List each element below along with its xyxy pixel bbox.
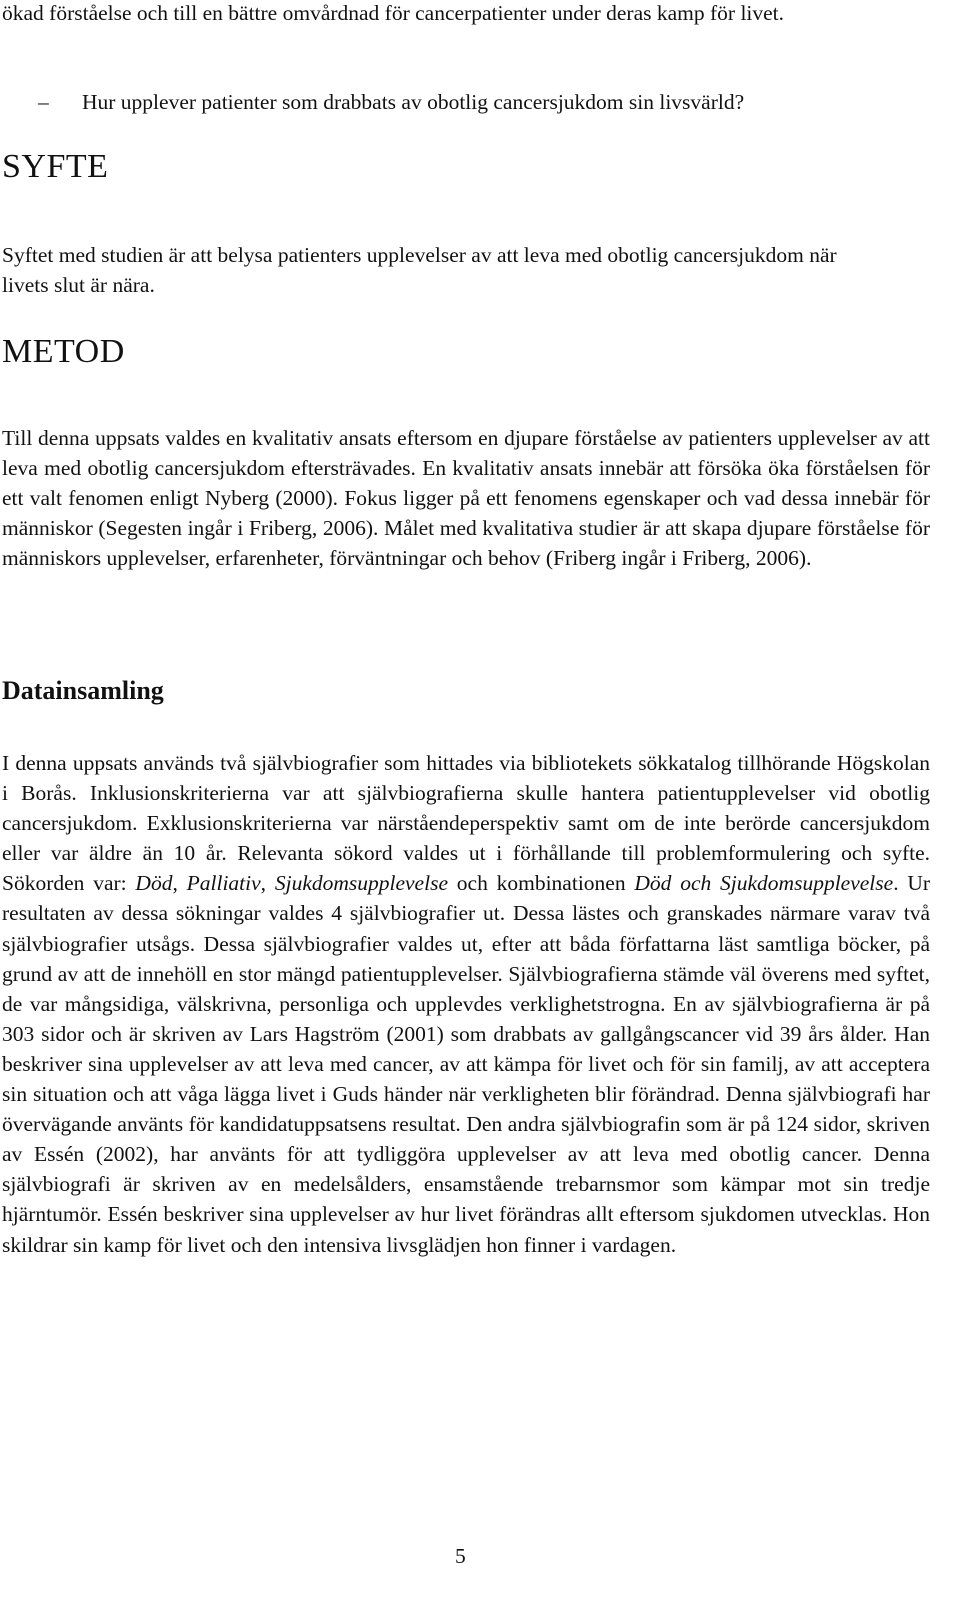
search-term-dod: Död [135, 871, 173, 896]
metod-paragraph: Till denna uppsats valdes en kvalitativ ansats eftersom en djupare förståelse av patienters upplevelser av att leva med obotlig cancersjukdom eftersträvades. En kvalitativ ansats innebär att försöka öka förståelsen för ett valt fenomen enligt Nyberg (2000). Fokus ligger på ett fenomens egenskaper och vad dessa innebär för människor (Segesten ingår i Friberg, 2006). Målet med kvalitativa studier är att skapa djupare förståelse för människors upplevelser, erfarenheter, förväntningar och behov (Friberg ingår i Friberg, 2006). [2, 426, 930, 571]
heading-datainsamling: Datainsamling [2, 676, 164, 705]
separator: och kombinationen [448, 871, 635, 896]
heading-metod: METOD [2, 333, 125, 370]
separator: , [172, 871, 187, 896]
search-term-combination: Död och Sjukdomsupplevelse [634, 871, 894, 896]
heading-syfte: SYFTE [2, 148, 109, 185]
datainsamling-text-part2: . Ur resultaten av dessa sökningar valdes 4 självbiografier ut. Dessa lästes och granskades närmare varav två självbiografier utsågs. Dessa självbiografier valdes ut, efter att båda författarna läst samtliga böcker, på grund av att de innehöll en stor mängd patientupplevelser. Självbiografierna stämde väl överens med syftet, de var mångsidiga, välskrivna, personliga och upplevdes verklighetstrogna. En av självbiografierna är på 303 sidor och är skriven av Lars Hagström (2001) som drabbats av gallgångscancer vid 39 års ålder. Han beskriver sina upplevelser av att leva med cancer, av att kämpa för livet och för sin familj, av att acceptera sin situation och att våga lägga livet i Guds händer när verkligheten blir förändrad. Denna självbiografi har övervägande använts för kandidatuppsatsens resultat. Den andra självbiografin som är på 124 sidor, skriven av Essén (2002), har använts för att tydliggöra upplevelser av att leva med obotlig cancer. Denna självbiografi är skriven av en medelsålders, ensamstående trebarnsmor som kämpar mot sin tredje hjärntumör. Essén beskriver sina upplevelser av hur livet förändras allt eftersom sjukdomen utvecklas. Hon skildrar sin kamp för livet och den intensiva livsglädjen hon finner i vardagen. [2, 871, 931, 1257]
research-question-text: Hur upplever patienter som drabbats av obotlig cancersjukdom sin livsvärld? [82, 90, 745, 114]
search-term-palliativ: Palliativ [186, 871, 261, 896]
research-question-item [38, 87, 744, 117]
syfte-paragraph: Syftet med studien är att belysa patienters upplevelser av att leva med obotlig cancersjukdom när livets slut är nära. [2, 243, 837, 298]
page-number: 5 [455, 1544, 466, 1568]
separator: , [260, 871, 275, 896]
dash-bullet: – [38, 90, 49, 114]
search-term-sjukdomsupplevelse: Sjukdomsupplevelse [274, 871, 448, 896]
datainsamling-text-part1: I denna uppsats används två självbiografier som hittades via bibliotekets sökkatalog tillhörande Högskolan i Borås. Inklusionskriterierna var att självbiografierna skulle hantera patientupplevelser vid obotlig cancersjukdom. Exklusionskriterierna var närståendeperspektiv samt om de inte berörde cancersjukdom eller var äldre än 10 år. Relevanta sökord valdes ut i förhållande till problemformulering och syfte. Sökorden var: [2, 751, 930, 896]
intro-continuation-paragraph: ökad förståelse och till en bättre omvårdnad för cancerpatienter under deras kamp för livet. [2, 1, 785, 25]
datainsamling-paragraph [2, 748, 930, 1260]
